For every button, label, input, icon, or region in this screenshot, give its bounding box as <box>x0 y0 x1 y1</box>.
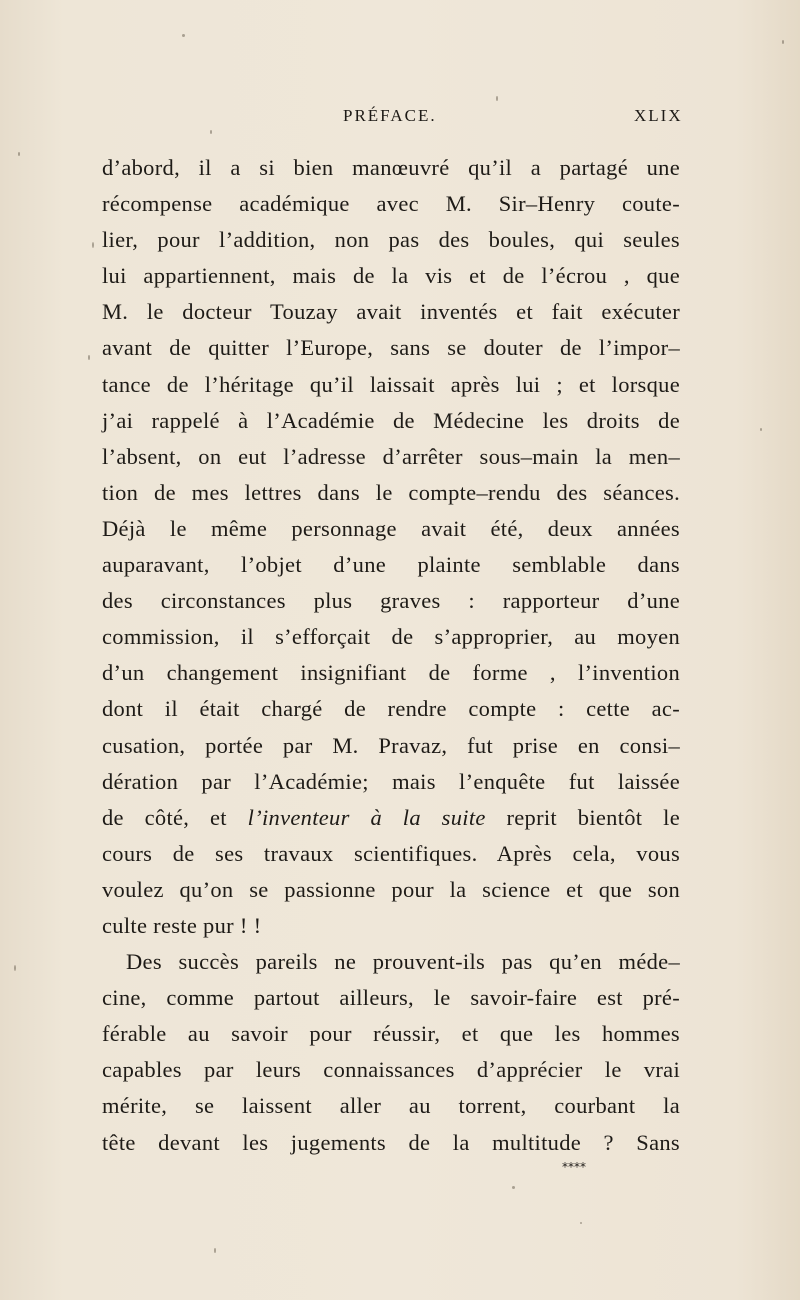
text-line: férable au savoir pour réussir, et que les hommes <box>102 1021 680 1047</box>
paper-speck <box>214 1248 216 1253</box>
text-line: cusation, portée par M. Pravaz, fut prise en consi– <box>102 732 680 758</box>
text-line: voulez qu’on se passionne pour la science et que son <box>102 876 680 902</box>
text-line: lier, pour l’addition, non pas des boules, qui seules <box>102 227 680 253</box>
italic-phrase: l’inventeur à la suite <box>247 804 486 830</box>
text-line: dération par l’Académie; mais l’enquête fut laissée <box>102 768 680 794</box>
text-line: Déjà le même personnage avait été, deux années <box>102 515 680 541</box>
text-line: commission, il s’efforçait de s’approprier, au moyen <box>102 624 680 650</box>
page-number: XLIX <box>634 106 683 125</box>
running-title: PRÉFACE. <box>343 106 437 125</box>
text-line: avant de quitter l’Europe, sans se douter de l’impor– <box>102 335 680 361</box>
text-line: cine, comme partout ailleurs, le savoir-faire est pré- <box>102 985 680 1011</box>
text-line: tion de mes lettres dans le compte–rendu des séances. <box>102 479 680 505</box>
text-line: tance de l’héritage qu’il laissait après lui ; et lorsque <box>102 371 680 397</box>
paper-speck <box>496 96 498 101</box>
running-head <box>0 106 800 132</box>
text-line-with-italic <box>102 800 680 836</box>
paper-speck <box>18 152 20 156</box>
text-line: d’un changement insignifiant de forme , l’invention <box>102 660 680 686</box>
text-line: dont il était chargé de rendre compte : cette ac- <box>102 696 680 722</box>
paper-speck <box>782 40 784 44</box>
signature-mark: **** <box>562 1160 586 1174</box>
paragraph-start-line: Des succès pareils ne prouvent-ils pas qu’en méde– <box>126 949 680 975</box>
text-line: d’abord, il a si bien manœuvré qu’il a partagé une <box>102 155 680 180</box>
text-line: lui appartiennent, mais de la vis et de l’écrou , que <box>102 263 680 289</box>
paper-speck <box>182 34 185 37</box>
paper-speck <box>580 1222 582 1224</box>
text-line: cours de ses travaux scientifiques. Après cela, vous <box>102 840 680 866</box>
text-line: des circonstances plus graves : rapporteur d’une <box>102 588 680 614</box>
body-text <box>102 150 680 1161</box>
text-line: tête devant les jugements de la multitude ? Sans <box>102 1129 680 1155</box>
paragraph-end-line: culte reste pur ! ! <box>102 912 262 938</box>
paper-speck <box>512 1186 515 1189</box>
text-line: mérite, se laissent aller au torrent, courbant la <box>102 1093 680 1119</box>
text-line: M. le docteur Touzay avait inventés et fait exécuter <box>102 299 680 325</box>
paper-speck <box>92 242 94 248</box>
text-line: auparavant, l’objet d’une plainte semblable dans <box>102 552 680 578</box>
text-line: capables par leurs connaissances d’apprécier le vrai <box>102 1057 680 1083</box>
text-line: l’absent, on eut l’adresse d’arrêter sous–main la men– <box>102 443 680 469</box>
text-segment: de côté, et <box>102 804 248 830</box>
paper-speck <box>760 428 762 431</box>
text-line: j’ai rappelé à l’Académie de Médecine les droits de <box>102 407 680 433</box>
paper-speck <box>210 130 212 134</box>
text-segment: reprit bientôt le <box>485 804 680 830</box>
paper-speck <box>88 355 90 360</box>
text-line: récompense académique avec M. Sir–Henry coute- <box>102 191 680 217</box>
paper-speck <box>14 965 16 971</box>
